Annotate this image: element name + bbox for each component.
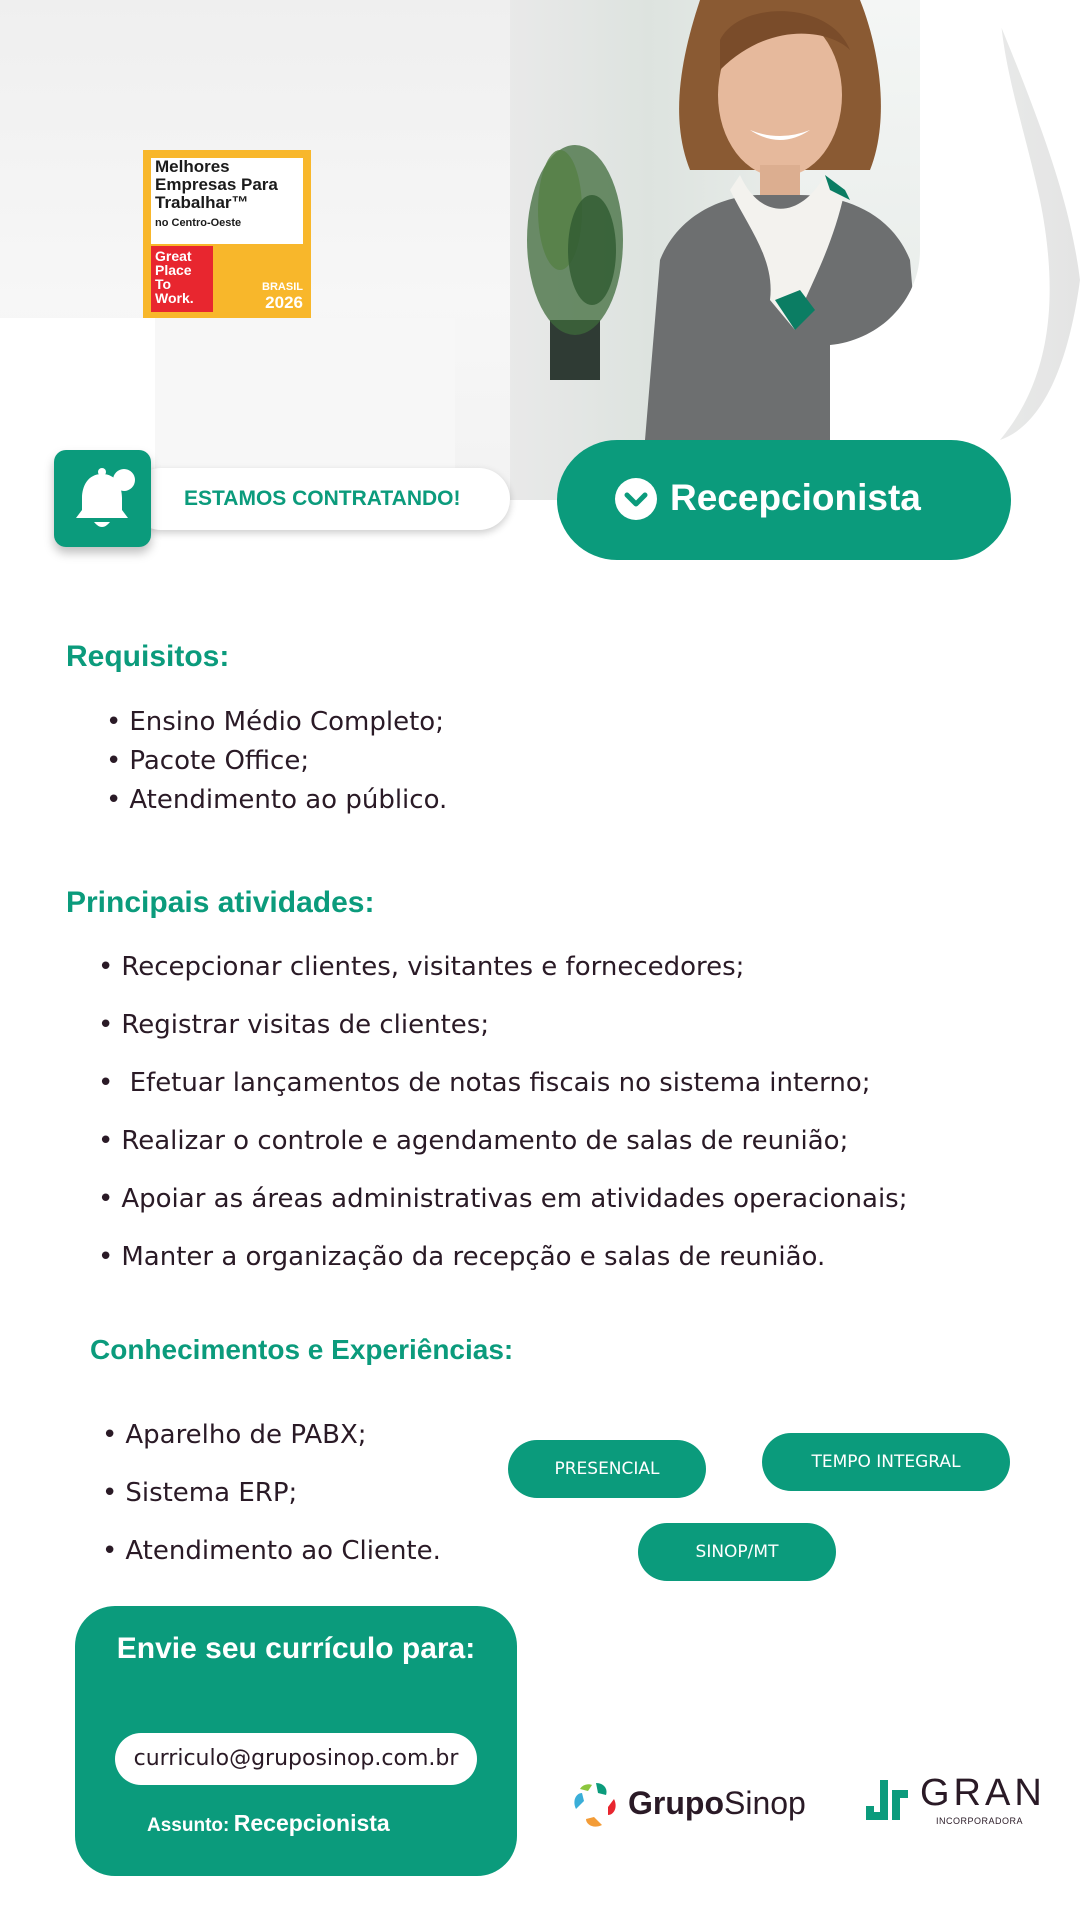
bell-icon	[54, 450, 151, 547]
gptw-word: To	[155, 276, 172, 292]
knowledge-item: • Aparelho de PABX;	[102, 1420, 441, 1478]
badge-line3: Trabalhar™	[155, 193, 249, 212]
requirements-heading: Requisitos:	[66, 640, 230, 673]
activity-item: • Manter a organização da recepção e salas de reunião.	[98, 1242, 907, 1300]
gran-mark-icon	[862, 1776, 912, 1824]
knowledge-item: • Sistema ERP;	[102, 1478, 441, 1536]
email-subject	[147, 1810, 390, 1837]
gran-incorporadora-logo	[862, 1772, 1046, 1832]
grupo-sinop-mark-icon	[568, 1777, 624, 1833]
grupo-sinop-wordmark	[628, 1785, 806, 1822]
activities-heading: Principais atividades:	[66, 886, 375, 919]
requirement-item: • Atendimento ao público.	[106, 785, 447, 824]
badge-title-box	[151, 158, 303, 244]
job-title: Recepcionista	[670, 477, 921, 518]
logo-word-light: Sinop	[723, 1785, 806, 1821]
gptw-word: Place	[155, 262, 192, 278]
tag-presencial: PRESENCIAL	[508, 1440, 706, 1498]
activity-item: • Efetuar lançamentos de notas fiscais no sistema interno;	[98, 1068, 907, 1126]
send-cv-card	[75, 1606, 517, 1876]
logo-word-bold: Grupo	[628, 1785, 724, 1821]
knowledge-heading: Conhecimentos e Experiências:	[90, 1334, 514, 1365]
bell-icon-tile	[54, 450, 151, 547]
knowledge-item: • Atendimento ao Cliente.	[102, 1536, 441, 1594]
requirements-list	[106, 707, 447, 824]
gptw-word: Great	[155, 248, 192, 264]
gptw-word: Work.	[155, 290, 194, 306]
subject-value: Recepcionista	[233, 1810, 390, 1836]
great-place-to-work-badge	[143, 150, 311, 318]
badge-year: 2026	[265, 293, 303, 312]
requirement-item: • Pacote Office;	[106, 746, 447, 785]
grupo-sinop-logo	[568, 1775, 806, 1835]
badge-country: BRASIL	[262, 281, 303, 293]
chevron-down-icon	[615, 478, 657, 520]
gran-wordmark: GRAN	[920, 1772, 1046, 1814]
activities-list	[98, 952, 907, 1300]
job-title-pill	[557, 440, 1011, 560]
hiring-label: ESTAMOS CONTRATANDO!	[184, 487, 461, 510]
activity-item: • Registrar visitas de clientes;	[98, 1010, 907, 1068]
email-address[interactable]: curriculo@gruposinop.com.br	[115, 1733, 477, 1785]
tag-tempo-integral: TEMPO INTEGRAL	[762, 1433, 1010, 1491]
badge-country-year	[262, 281, 303, 313]
send-cv-heading: Envie seu currículo para:	[116, 1632, 476, 1665]
knowledge-list	[102, 1420, 441, 1594]
gran-subtitle: INCORPORADORA	[936, 1816, 1024, 1826]
tag-location: SINOP/MT	[638, 1523, 836, 1581]
activity-item: • Apoiar as áreas administrativas em atividades operacionais;	[98, 1184, 907, 1242]
activity-item: • Recepcionar clientes, visitantes e fornecedores;	[98, 952, 907, 1010]
activity-item: • Realizar o controle e agendamento de salas de reunião;	[98, 1126, 907, 1184]
badge-line2: Empresas Para	[155, 175, 278, 194]
badge-line1: Melhores	[155, 157, 230, 176]
hiring-pill	[130, 468, 510, 530]
subject-label: Assunto:	[147, 1815, 230, 1836]
gptw-logo	[151, 246, 213, 312]
badge-region: no Centro-Oeste	[155, 217, 242, 229]
requirement-item: • Ensino Médio Completo;	[106, 707, 447, 746]
